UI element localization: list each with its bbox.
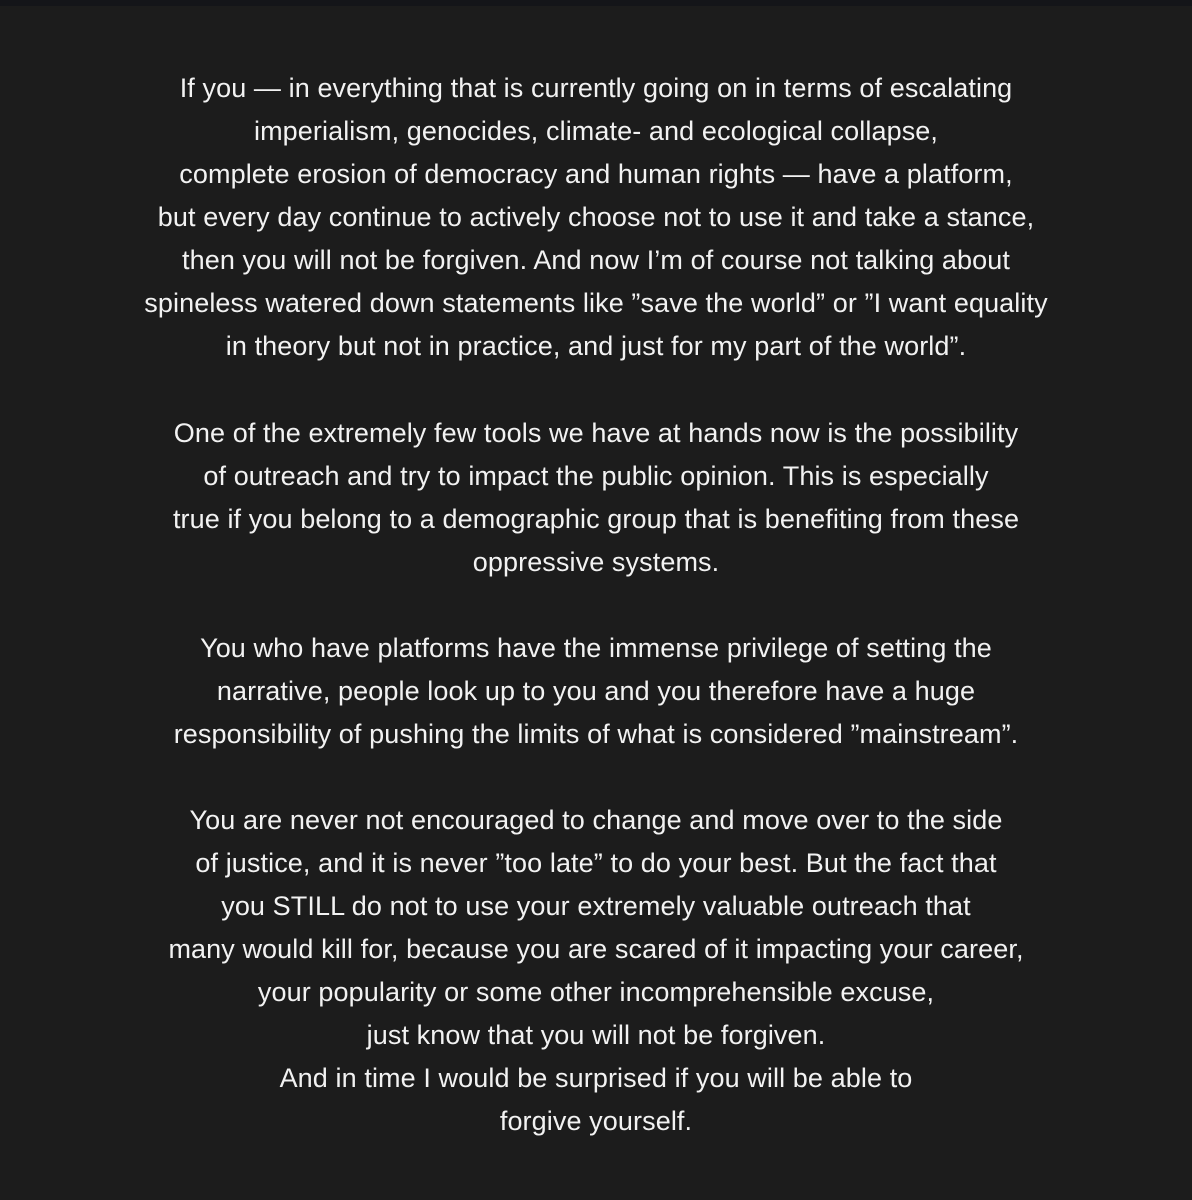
text-line: then you will not be forgiven. And now I’m of course not talking about <box>182 245 1010 275</box>
text-line: of justice, and it is never ”too late” to do your best. But the fact that <box>195 848 997 878</box>
text-line: You are never not encouraged to change and move over to the side <box>189 805 1003 835</box>
text-line: One of the extremely few tools we have at hands now is the possibility <box>173 418 1019 448</box>
text-line: imperialism, genocides, climate- and ecological collapse, <box>253 116 939 146</box>
paragraph-narrative-privilege <box>0 627 1192 756</box>
text-line: oppressive systems. <box>472 547 720 577</box>
paragraph-not-forgiven <box>0 799 1192 1143</box>
text-line: narrative, people look up to you and you therefore have a huge <box>216 676 976 706</box>
paragraph-platform-responsibility <box>0 67 1192 368</box>
text-line: true if you belong to a demographic group that is benefiting from these <box>172 504 1020 534</box>
text-line: responsibility of pushing the limits of what is considered ”mainstream”. <box>173 719 1019 749</box>
text-line: If you — in everything that is currently going on in terms of escalating <box>179 73 1013 103</box>
text-line: spineless watered down statements like ”save the world” or ”I want equality <box>144 288 1048 318</box>
text-line: of outreach and try to impact the public opinion. This is especially <box>203 461 989 491</box>
text-line: your popularity or some other incomprehensible excuse, <box>257 977 935 1007</box>
text-line: You who have platforms have the immense privilege of setting the <box>200 633 992 663</box>
text-line: many would kill for, because you are scared of it impacting your career, <box>168 934 1024 964</box>
text-line: but every day continue to actively choose not to use it and take a stance, <box>157 202 1035 232</box>
text-line: in theory but not in practice, and just for my part of the world”. <box>225 331 967 361</box>
text-line: you STILL do not to use your extremely valuable outreach that <box>221 891 971 921</box>
text-line: just know that you will not be forgiven. <box>366 1020 826 1050</box>
paragraph-outreach-tools <box>0 412 1192 584</box>
text-line: forgive yourself. <box>499 1106 693 1136</box>
text-line: complete erosion of democracy and human rights — have a platform, <box>179 159 1013 189</box>
text-post-canvas <box>0 6 1192 1200</box>
text-line: And in time I would be surprised if you will be able to <box>279 1063 913 1093</box>
